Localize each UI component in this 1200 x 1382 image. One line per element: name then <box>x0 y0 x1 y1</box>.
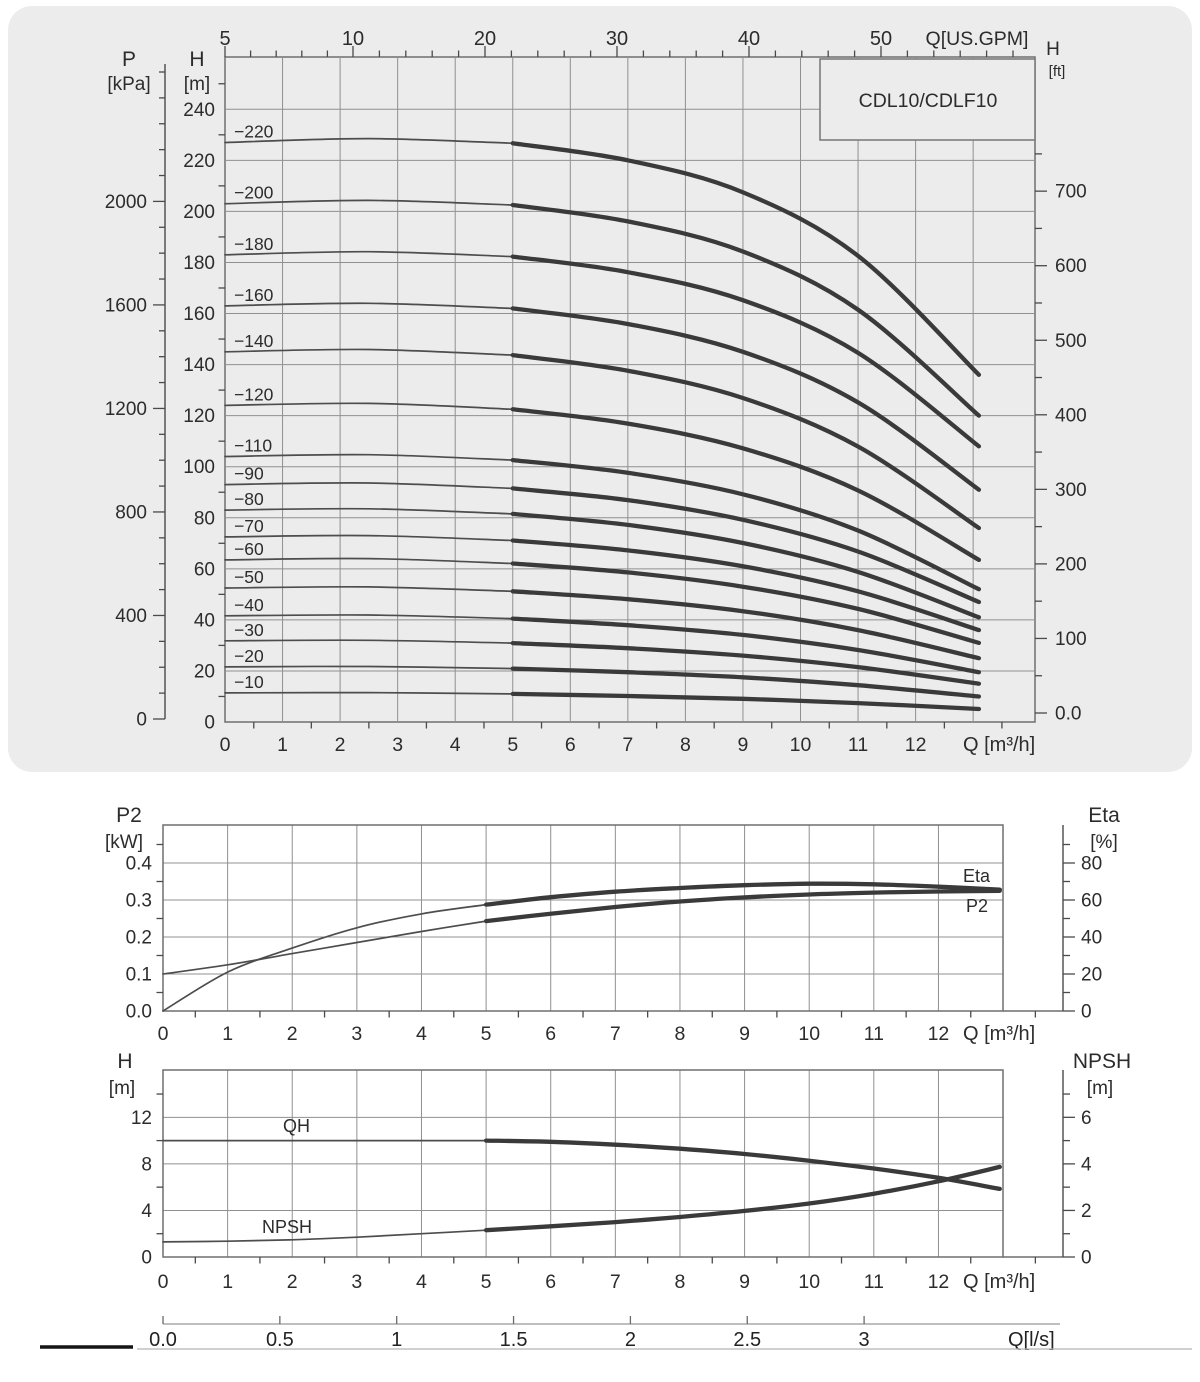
axis-tick-label: 6 <box>545 1271 557 1293</box>
axis-tick-label: 1 <box>222 1271 234 1293</box>
axis-tick-label: 5 <box>219 28 231 50</box>
axis-tick-label: 0.4 <box>125 853 152 875</box>
axis-tick-label: 5 <box>480 1271 492 1293</box>
axis-tick-label: 200 <box>183 201 215 223</box>
axis-tick-label: 4 <box>416 1023 427 1045</box>
axis-tick-label: 160 <box>183 304 215 326</box>
p2-curve-thin <box>163 921 486 974</box>
stage-curve-bold--200 <box>513 205 979 416</box>
axis-tick-label: 2 <box>624 1329 636 1351</box>
axis-title-p2: P2 <box>116 804 142 827</box>
x-axis-unit-label: Q [m³/h] <box>963 1023 1036 1045</box>
eta-curve-bold <box>486 884 1000 905</box>
model-label: CDL10/CDLF10 <box>858 90 998 112</box>
axis-tick-label: 4 <box>449 734 461 756</box>
axis-tick-label: 0 <box>204 712 215 734</box>
axis-tick-label: 20 <box>1081 964 1103 986</box>
axis-tick-label: 50 <box>869 28 893 50</box>
axis-tick-label: 10 <box>798 1023 821 1045</box>
axis-tick-label: 7 <box>622 734 634 756</box>
axis-tick-label: 1 <box>277 734 288 756</box>
stage-curve-bold--120 <box>513 409 979 560</box>
axis-tick-label: 3 <box>351 1271 363 1293</box>
p2-curve-label: P2 <box>966 896 989 916</box>
axis-tick-label: 0 <box>219 734 231 756</box>
axis-tick-label: 100 <box>183 457 215 479</box>
axis-tick-label: 1 <box>391 1329 403 1351</box>
axis-tick-label: 500 <box>1055 330 1087 352</box>
axis-tick-label: 80 <box>193 508 215 530</box>
stage-curve-thin--50 <box>225 587 513 592</box>
stage-curve-thin--40 <box>225 615 513 619</box>
axis-tick-label: 6 <box>564 734 576 756</box>
axis-tick-label: 40 <box>1081 927 1103 949</box>
axis-tick-label: 0.1 <box>125 964 152 986</box>
stage-curve-thin--70 <box>225 535 513 540</box>
axis-tick-label: 10 <box>798 1271 821 1293</box>
axis-tick-label: 6 <box>545 1023 557 1045</box>
qh-curve-label: QH <box>283 1116 310 1136</box>
axis-tick-label: 12 <box>130 1107 152 1129</box>
stage-curve-bold--10 <box>513 694 979 709</box>
axis-tick-label: 200 <box>1055 554 1087 576</box>
axis-tick-label: 2.5 <box>733 1329 762 1351</box>
stage-curve-label: −220 <box>234 121 274 142</box>
stage-curve-thin--90 <box>225 483 513 489</box>
axis-tick-label: 7 <box>609 1271 621 1293</box>
axis-tick-label: 20 <box>473 28 497 50</box>
axis-tick-label: 0.2 <box>125 927 152 949</box>
axis-tick-label: 1.5 <box>499 1329 528 1351</box>
axis-title-p-kpa: P <box>121 48 137 71</box>
stage-curve-label: −180 <box>234 233 274 254</box>
stage-curve-thin--20 <box>225 666 513 668</box>
axis-tick-label: 0.0 <box>125 1001 152 1023</box>
stage-curve-label: −20 <box>234 645 264 666</box>
qh-curve-bold <box>486 1141 1000 1189</box>
stage-curve-label: −60 <box>234 538 264 559</box>
axis-tick-label: 30 <box>605 28 629 50</box>
axis-tick-label: 8 <box>674 1271 686 1293</box>
axis-tick-label: 8 <box>679 734 691 756</box>
axis-tick-label: 100 <box>1055 628 1087 650</box>
stage-curve-label: −50 <box>234 566 264 587</box>
axis-tick-label: 12 <box>904 734 927 756</box>
axis-tick-label: 0 <box>157 1023 169 1045</box>
axis-unit-npsh: [m] <box>1086 1078 1114 1099</box>
axis-tick-label: 5 <box>480 1023 492 1045</box>
axis-tick-label: 700 <box>1055 181 1087 203</box>
stage-curve-bold--220 <box>513 143 979 375</box>
axis-tick-label: 12 <box>927 1023 950 1045</box>
axis-tick-label: 240 <box>183 99 215 121</box>
axis-tick-label: 1200 <box>104 398 147 420</box>
axis-tick-label: 800 <box>115 502 147 524</box>
axis-unit-h-m: [m] <box>183 74 211 95</box>
axis-tick-label: 9 <box>739 1271 751 1293</box>
axis-tick-label: 2 <box>334 734 346 756</box>
axis-tick-label: 220 <box>183 150 215 172</box>
stage-curve-label: −40 <box>234 594 264 615</box>
axis-tick-label: 3 <box>858 1329 870 1351</box>
axis-unit-p2: [kW] <box>105 832 143 853</box>
stage-curve-label: −70 <box>234 515 264 536</box>
stage-curve-thin--10 <box>225 693 513 694</box>
axis-tick-label: 10 <box>789 734 812 756</box>
axis-tick-label: 180 <box>183 252 215 274</box>
axis-tick-label: 60 <box>193 559 215 581</box>
eta-curve-label: Eta <box>963 866 991 886</box>
stage-curve-label: −30 <box>234 619 264 640</box>
axis-tick-label: 40 <box>193 610 215 632</box>
npsh-curve-label: NPSH <box>262 1217 313 1237</box>
x-axis-unit-label: Q [m³/h] <box>963 1271 1036 1293</box>
ls-axis-unit-label: Q[l/s] <box>1008 1329 1055 1351</box>
x-axis-top-unit-label: Q[US.GPM] <box>925 28 1029 50</box>
axis-tick-label: 80 <box>1081 853 1103 875</box>
npsh-curve-thin <box>163 1230 486 1242</box>
axis-tick-label: 4 <box>141 1200 152 1222</box>
stage-curve-label: −10 <box>234 671 264 692</box>
stage-curve-thin--80 <box>225 509 513 514</box>
axis-tick-label: 600 <box>1055 256 1087 278</box>
axis-unit-eta: [%] <box>1090 832 1118 853</box>
eta-curve-thin <box>163 905 486 1011</box>
axis-tick-label: 7 <box>609 1023 621 1045</box>
axis-tick-label: 2 <box>1081 1200 1092 1222</box>
axis-tick-label: 2000 <box>104 191 147 213</box>
axis-tick-label: 0.5 <box>265 1329 294 1351</box>
axis-tick-label: 20 <box>193 661 215 683</box>
axis-tick-label: 40 <box>737 28 761 50</box>
axis-tick-label: 60 <box>1081 890 1103 912</box>
axis-title-eta: Eta <box>1088 804 1120 827</box>
axis-tick-label: 400 <box>115 605 147 627</box>
axis-unit-h: [m] <box>108 1078 136 1099</box>
axis-title-npsh: NPSH <box>1072 1050 1132 1073</box>
axis-tick-label: 140 <box>183 355 215 377</box>
axis-tick-label: 4 <box>1081 1154 1092 1176</box>
axis-title-h-ft: H <box>1046 39 1060 60</box>
axis-tick-label: 12 <box>927 1271 950 1293</box>
axis-tick-label: 1 <box>222 1023 234 1045</box>
axis-tick-label: 4 <box>416 1271 427 1293</box>
axis-tick-label: 1600 <box>104 295 147 317</box>
axis-title-h-m: H <box>189 48 205 71</box>
axis-tick-label: 11 <box>863 1271 884 1293</box>
axis-title-h: H <box>117 1050 133 1073</box>
stage-curve-bold--60 <box>513 564 979 643</box>
plot-frame <box>163 825 1003 1011</box>
axis-tick-label: 10 <box>341 28 365 50</box>
stage-curve-label: −80 <box>234 489 264 510</box>
axis-tick-label: 0 <box>157 1271 169 1293</box>
axis-tick-label: 8 <box>674 1023 686 1045</box>
axis-tick-label: 11 <box>847 734 869 756</box>
axis-tick-label: 5 <box>507 734 519 756</box>
axis-tick-label: 300 <box>1055 479 1087 501</box>
axis-tick-label: 0 <box>136 709 147 731</box>
axis-tick-label: 0 <box>1081 1001 1092 1023</box>
axis-unit-p-kpa: [kPa] <box>107 74 151 95</box>
axis-tick-label: 11 <box>863 1023 884 1045</box>
stage-curve-label: −140 <box>234 330 274 351</box>
stage-curve-label: −110 <box>234 435 273 456</box>
stage-curve-label: −120 <box>234 384 274 405</box>
axis-tick-label: 0 <box>141 1247 152 1269</box>
axis-tick-label: 3 <box>392 734 404 756</box>
axis-tick-label: 0 <box>1081 1247 1092 1269</box>
stage-curve-thin--30 <box>225 640 513 643</box>
x-axis-unit-label: Q [m³/h] <box>963 734 1036 756</box>
stage-curve-thin--60 <box>225 558 513 563</box>
stage-curve-label: −90 <box>234 463 264 484</box>
axis-tick-label: 9 <box>737 734 749 756</box>
axis-tick-label: 400 <box>1055 405 1087 427</box>
stage-curve-label: −160 <box>234 284 274 305</box>
axis-tick-label: 2 <box>286 1023 298 1045</box>
axis-tick-label: 6 <box>1081 1107 1092 1129</box>
stage-curve-bold--140 <box>513 355 979 528</box>
axis-tick-label: 2 <box>286 1271 298 1293</box>
stage-curve-label: −200 <box>234 182 274 203</box>
axis-tick-label: 9 <box>739 1023 751 1045</box>
axis-unit-h-ft: [ft] <box>1048 63 1066 80</box>
axis-tick-label: 0.0 <box>149 1329 177 1351</box>
axis-tick-label: 120 <box>183 406 215 428</box>
axis-tick-label: 3 <box>351 1023 363 1045</box>
axis-tick-label: 8 <box>141 1154 152 1176</box>
axis-tick-label: 0.0 <box>1055 703 1082 725</box>
axis-tick-label: 0.3 <box>125 890 152 912</box>
